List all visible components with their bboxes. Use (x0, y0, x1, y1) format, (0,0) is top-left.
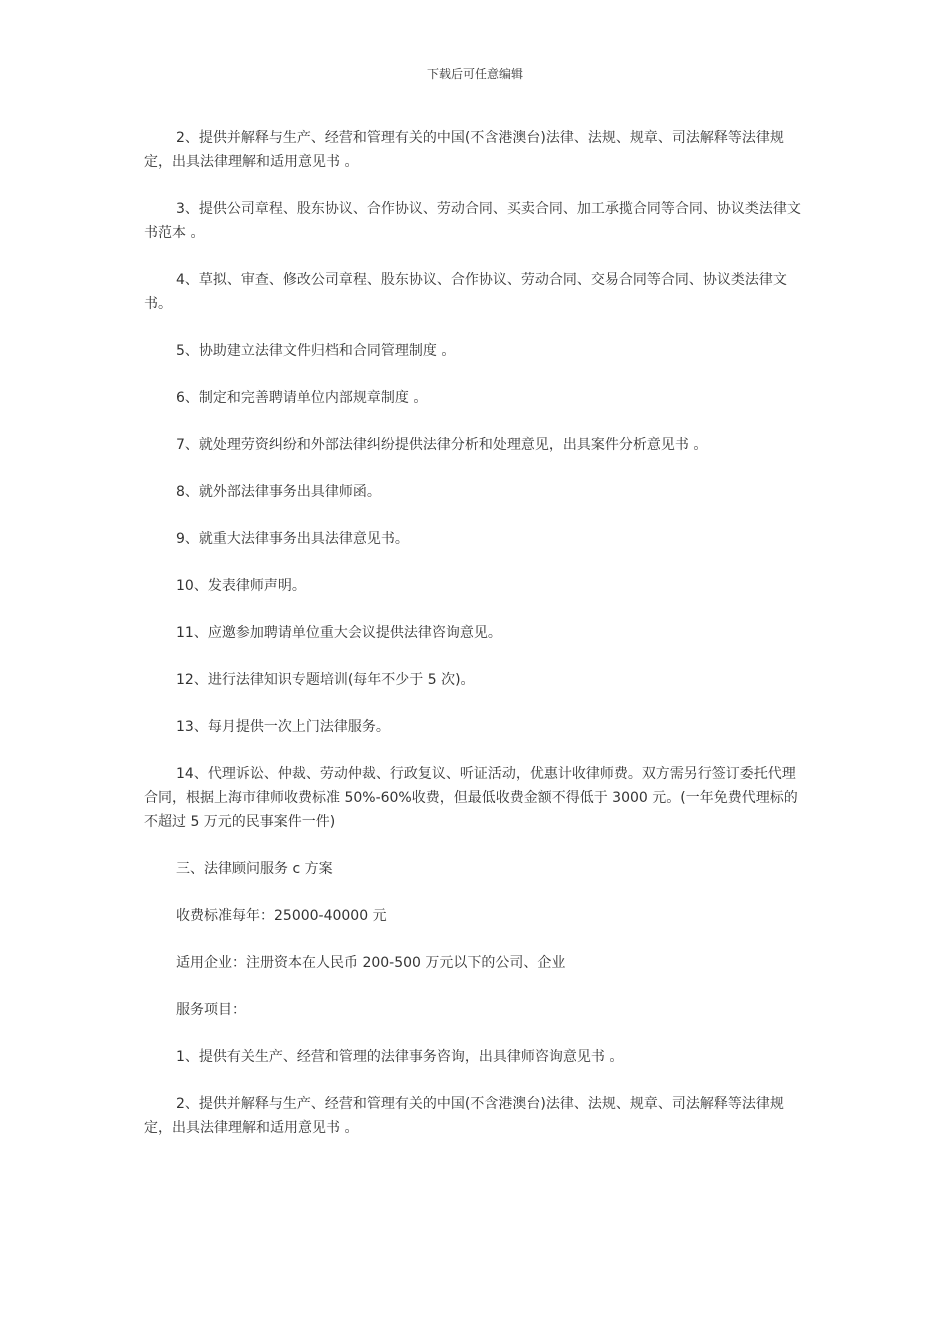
document-body (144, 126, 808, 1163)
paragraph: 4、草拟、审查、修改公司章程、股东协议、合作协议、劳动合同、交易合同等合同、协议类法律文书。 (144, 272, 787, 312)
paragraph: 12、进行法律知识专题培训(每年不少于 5 次)。 (176, 672, 475, 688)
paragraph: 9、就重大法律事务出具法律意见书。 (176, 531, 409, 547)
paragraph: 1、提供有关生产、经营和管理的法律事务咨询，出具律师咨询意见书 。 (176, 1049, 624, 1065)
paragraph: 14、代理诉讼、仲裁、劳动仲裁、行政复议、听证活动，优惠计收律师费。双方需另行签订委托代理合同，根据上海市律师收费标准 50%-60%收费，但最低收费金额不得低于 3000 元。(一年免费代理标的不超过 5 万元的民事案件一件) (144, 766, 798, 830)
paragraph: 3、提供公司章程、股东协议、合作协议、劳动合同、买卖合同、加工承揽合同等合同、协议类法律文书范本 。 (144, 201, 801, 241)
paragraph: 6、制定和完善聘请单位内部规章制度 。 (176, 390, 428, 406)
paragraph: 2、提供并解释与生产、经营和管理有关的中国(不含港澳台)法律、法规、规章、司法解释等法律规定，出具法律理解和适用意见书 。 (144, 1096, 784, 1136)
paragraph: 5、协助建立法律文件归档和合同管理制度 。 (176, 343, 456, 359)
paragraph: 7、就处理劳资纠纷和外部法律纠纷提供法律分析和处理意见，出具案件分析意见书 。 (176, 437, 708, 453)
paragraph: 13、每月提供一次上门法律服务。 (176, 719, 390, 735)
applicable-enterprise: 适用企业：注册资本在人民币 200-500 万元以下的公司、企业 (176, 955, 566, 971)
fee-standard: 收费标准每年：25000-40000 元 (176, 908, 387, 924)
paragraph: 10、发表律师声明。 (176, 578, 306, 594)
page-header: 下载后可任意编辑 (426, 67, 523, 81)
paragraph: 8、就外部法律事务出具律师函。 (176, 484, 381, 500)
service-items-label: 服务项目： (176, 1002, 246, 1018)
paragraph: 11、应邀参加聘请单位重大会议提供法律咨询意见。 (176, 625, 502, 641)
paragraph: 2、提供并解释与生产、经营和管理有关的中国(不含港澳台)法律、法规、规章、司法解释等法律规定，出具法律理解和适用意见书 。 (144, 130, 784, 170)
section-heading: 三、法律顾问服务 c 方案 (176, 861, 333, 877)
